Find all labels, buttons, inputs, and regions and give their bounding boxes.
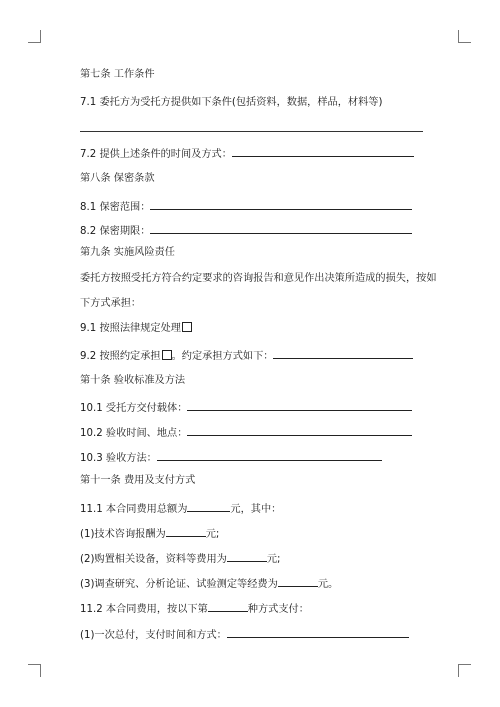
article-9-heading: 第九条 实施风险责任 <box>80 247 175 258</box>
clause-8-2-blank[interactable] <box>150 222 412 234</box>
clause-11-1-item-2 <box>80 550 281 567</box>
clause-9-1-checkbox[interactable] <box>182 322 192 332</box>
payment-option-1-label: (1)一次总付，支付时间和方式： <box>80 630 227 641</box>
clause-9-2-blank[interactable] <box>273 347 413 359</box>
item-3-amount-blank[interactable] <box>278 575 318 587</box>
item-1-suffix: 元; <box>205 529 220 540</box>
item-1-label: (1)技术咨询报酬为 <box>80 529 166 540</box>
item-2-label: (2)购置相关设备，资料等费用为 <box>80 554 227 565</box>
clause-11-1-item-3 <box>80 575 338 592</box>
clause-10-1 <box>80 399 412 416</box>
clause-11-1-label: 11.1 本合同费用总额为 <box>80 504 188 515</box>
clause-8-2-label: 8.2 保密期限： <box>80 226 151 237</box>
item-1-amount-blank[interactable] <box>166 525 206 537</box>
clause-8-1-blank[interactable] <box>150 198 412 210</box>
article-10-heading: 第十条 验收标准及方法 <box>80 375 186 386</box>
clause-8-2 <box>80 222 412 239</box>
clause-9-2-label: 9.2 按照约定承担 <box>80 351 161 362</box>
clause-11-1-item-1 <box>80 525 219 542</box>
item-3-label: (3)调查研究、分析论证、试验测定等经费为 <box>80 579 278 590</box>
clause-10-2-blank[interactable] <box>187 424 412 436</box>
clause-7-2 <box>80 145 414 162</box>
article-7-heading: 第七条 工作条件 <box>80 69 155 80</box>
clause-10-2 <box>80 424 412 441</box>
article-9-paragraph-line-1: 委托方按照受托方符合约定要求的咨询报告和意见作出决策所造成的损失，按如 <box>80 273 437 284</box>
payment-option-1 <box>80 626 409 643</box>
item-2-suffix: 元; <box>266 554 281 565</box>
clause-7-2-label: 7.2 提供上述条件的时间及方式： <box>80 149 232 160</box>
clause-10-3 <box>80 449 382 466</box>
clause-7-1: 7.1 委托方为受托方提供如下条件(包括资料，数据，样品，材料等) <box>80 97 383 108</box>
article-11-heading: 第十一条 费用及支付方式 <box>80 475 196 486</box>
clause-9-1 <box>80 322 192 336</box>
clause-11-2 <box>80 600 309 617</box>
clause-9-2-suffix: 。约定承担方式如下： <box>171 351 274 362</box>
item-3-suffix: 元。 <box>317 579 339 590</box>
clause-11-1-suffix: 元，其中： <box>230 504 282 515</box>
clause-11-1 <box>80 500 281 517</box>
clause-9-1-label: 9.1 按照法律规定处理 <box>80 323 181 334</box>
clause-7-2-blank[interactable] <box>232 145 414 157</box>
clause-11-1-amount-blank[interactable] <box>187 500 230 512</box>
clause-7-1-fill-line[interactable] <box>80 131 423 132</box>
clause-11-2-label: 11.2 本合同费用，按以下第 <box>80 604 208 615</box>
clause-9-2-checkbox[interactable] <box>162 350 172 360</box>
clause-10-1-label: 10.1 受托方交付载体： <box>80 403 188 414</box>
clause-10-3-label: 10.3 验收方法： <box>80 453 157 464</box>
clause-10-2-label: 10.2 验收时间、地点： <box>80 428 188 439</box>
clause-8-1 <box>80 198 412 215</box>
clause-11-2-suffix: 种方式支付： <box>247 604 309 615</box>
article-9-paragraph-line-2: 下方式承担： <box>80 298 142 309</box>
clause-9-2 <box>80 347 413 364</box>
payment-option-1-blank[interactable] <box>227 626 409 638</box>
item-2-amount-blank[interactable] <box>227 550 267 562</box>
clause-10-3-blank[interactable] <box>157 449 382 461</box>
article-8-heading: 第八条 保密条款 <box>80 173 155 184</box>
clause-8-1-label: 8.1 保密范围： <box>80 202 151 213</box>
clause-11-2-method-blank[interactable] <box>208 600 248 612</box>
clause-10-1-blank[interactable] <box>187 399 412 411</box>
